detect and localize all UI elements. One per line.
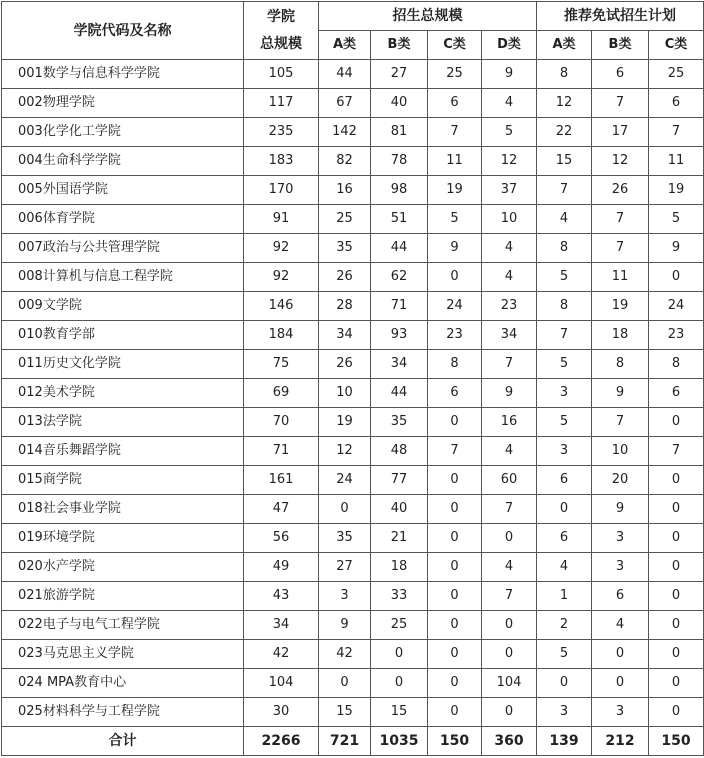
value-cell: 6 <box>649 89 704 118</box>
value-cell: 26 <box>319 263 371 292</box>
totals-cell: 150 <box>649 727 704 756</box>
value-cell: 0 <box>428 640 482 669</box>
value-cell: 0 <box>649 582 704 611</box>
value-cell: 9 <box>592 495 649 524</box>
value-cell: 15 <box>319 698 371 727</box>
value-cell: 9 <box>592 379 649 408</box>
value-cell: 25 <box>319 205 371 234</box>
sub-header-enroll-c: C类 <box>428 31 482 60</box>
value-cell: 7 <box>428 437 482 466</box>
value-cell: 7 <box>482 582 537 611</box>
value-cell: 6 <box>428 89 482 118</box>
total-scale-cell: 184 <box>244 321 319 350</box>
table-row <box>2 553 704 582</box>
value-cell: 5 <box>537 408 592 437</box>
value-cell: 0 <box>482 524 537 553</box>
college-name-cell: 004生命科学学院 <box>2 147 244 176</box>
value-cell: 23 <box>482 292 537 321</box>
value-cell: 0 <box>482 611 537 640</box>
value-cell: 1 <box>537 582 592 611</box>
value-cell: 42 <box>319 640 371 669</box>
value-cell: 67 <box>319 89 371 118</box>
totals-total: 2266 <box>244 727 319 756</box>
value-cell: 60 <box>482 466 537 495</box>
value-cell: 35 <box>319 524 371 553</box>
total-scale-header-line2: 总规模 <box>260 35 302 52</box>
value-cell: 8 <box>428 350 482 379</box>
totals-label: 合计 <box>2 727 244 756</box>
value-cell: 15 <box>537 147 592 176</box>
table-row <box>2 640 704 669</box>
value-cell: 7 <box>592 89 649 118</box>
value-cell: 2 <box>537 611 592 640</box>
value-cell: 10 <box>319 379 371 408</box>
value-cell: 0 <box>649 495 704 524</box>
value-cell: 40 <box>371 89 428 118</box>
sub-header-enroll-d: D类 <box>482 31 537 60</box>
value-cell: 4 <box>482 234 537 263</box>
value-cell: 8 <box>537 234 592 263</box>
total-scale-cell: 104 <box>244 669 319 698</box>
total-scale-cell: 92 <box>244 234 319 263</box>
total-scale-cell: 70 <box>244 408 319 437</box>
college-name-cell: 008计算机与信息工程学院 <box>2 263 244 292</box>
college-name-cell: 018社会事业学院 <box>2 495 244 524</box>
value-cell: 4 <box>482 89 537 118</box>
value-cell: 0 <box>428 669 482 698</box>
value-cell: 5 <box>537 350 592 379</box>
value-cell: 142 <box>319 118 371 147</box>
value-cell: 98 <box>371 176 428 205</box>
college-name-cell: 009文学院 <box>2 292 244 321</box>
value-cell: 3 <box>592 553 649 582</box>
value-cell: 22 <box>537 118 592 147</box>
value-cell: 3 <box>592 698 649 727</box>
value-cell: 44 <box>319 60 371 89</box>
value-cell: 0 <box>649 524 704 553</box>
college-name-cell: 001数学与信息科学学院 <box>2 60 244 89</box>
value-cell: 8 <box>537 292 592 321</box>
value-cell: 19 <box>592 292 649 321</box>
totals-cell: 212 <box>592 727 649 756</box>
value-cell: 0 <box>482 640 537 669</box>
value-cell: 40 <box>371 495 428 524</box>
total-scale-cell: 92 <box>244 263 319 292</box>
value-cell: 21 <box>371 524 428 553</box>
college-name-cell: 015商学院 <box>2 466 244 495</box>
header-row-1 <box>2 2 704 31</box>
value-cell: 19 <box>649 176 704 205</box>
value-cell: 7 <box>649 437 704 466</box>
sub-header-recommend-c: C类 <box>649 31 704 60</box>
value-cell: 3 <box>537 698 592 727</box>
value-cell: 6 <box>592 582 649 611</box>
value-cell: 0 <box>649 466 704 495</box>
value-cell: 4 <box>482 553 537 582</box>
value-cell: 71 <box>371 292 428 321</box>
total-scale-cell: 161 <box>244 466 319 495</box>
value-cell: 6 <box>649 379 704 408</box>
value-cell: 7 <box>482 495 537 524</box>
value-cell: 35 <box>319 234 371 263</box>
totals-cell: 360 <box>482 727 537 756</box>
value-cell: 0 <box>537 669 592 698</box>
value-cell: 19 <box>428 176 482 205</box>
value-cell: 0 <box>482 698 537 727</box>
value-cell: 77 <box>371 466 428 495</box>
value-cell: 19 <box>319 408 371 437</box>
value-cell: 7 <box>537 176 592 205</box>
value-cell: 0 <box>428 408 482 437</box>
college-name-cell: 025材料科学与工程学院 <box>2 698 244 727</box>
value-cell: 9 <box>482 379 537 408</box>
value-cell: 5 <box>649 205 704 234</box>
total-scale-cell: 49 <box>244 553 319 582</box>
table-row <box>2 321 704 350</box>
table-row <box>2 118 704 147</box>
total-scale-cell: 235 <box>244 118 319 147</box>
enroll-group-header: 招生总规模 <box>319 2 537 31</box>
value-cell: 9 <box>649 234 704 263</box>
value-cell: 11 <box>592 263 649 292</box>
college-name-cell: 019环境学院 <box>2 524 244 553</box>
totals-cell: 150 <box>428 727 482 756</box>
value-cell: 8 <box>537 60 592 89</box>
value-cell: 4 <box>482 437 537 466</box>
value-cell: 78 <box>371 147 428 176</box>
value-cell: 3 <box>319 582 371 611</box>
value-cell: 16 <box>482 408 537 437</box>
value-cell: 44 <box>371 234 428 263</box>
value-cell: 7 <box>592 205 649 234</box>
value-cell: 5 <box>537 263 592 292</box>
value-cell: 9 <box>319 611 371 640</box>
value-cell: 51 <box>371 205 428 234</box>
table-row <box>2 524 704 553</box>
college-name-cell: 022电子与电气工程学院 <box>2 611 244 640</box>
value-cell: 0 <box>428 698 482 727</box>
table-row <box>2 466 704 495</box>
value-cell: 3 <box>592 524 649 553</box>
totals-cell: 721 <box>319 727 371 756</box>
table-row <box>2 437 704 466</box>
value-cell: 0 <box>592 640 649 669</box>
total-scale-cell: 105 <box>244 60 319 89</box>
table-row <box>2 582 704 611</box>
value-cell: 3 <box>537 379 592 408</box>
college-name-cell: 003化学化工学院 <box>2 118 244 147</box>
value-cell: 0 <box>649 408 704 437</box>
value-cell: 0 <box>649 669 704 698</box>
table-row <box>2 263 704 292</box>
value-cell: 12 <box>537 89 592 118</box>
value-cell: 12 <box>319 437 371 466</box>
value-cell: 27 <box>371 60 428 89</box>
value-cell: 93 <box>371 321 428 350</box>
value-cell: 7 <box>428 118 482 147</box>
college-name-cell: 021旅游学院 <box>2 582 244 611</box>
totals-row <box>2 727 704 756</box>
value-cell: 27 <box>319 553 371 582</box>
table-row <box>2 89 704 118</box>
table-body <box>2 60 704 727</box>
value-cell: 12 <box>592 147 649 176</box>
value-cell: 0 <box>592 669 649 698</box>
sub-header-enroll-a: A类 <box>319 31 371 60</box>
total-scale-cell: 42 <box>244 640 319 669</box>
table-row <box>2 292 704 321</box>
total-scale-cell: 117 <box>244 89 319 118</box>
value-cell: 4 <box>537 553 592 582</box>
total-scale-cell: 34 <box>244 611 319 640</box>
value-cell: 25 <box>649 60 704 89</box>
total-scale-cell: 170 <box>244 176 319 205</box>
value-cell: 0 <box>371 640 428 669</box>
value-cell: 24 <box>649 292 704 321</box>
table-row <box>2 495 704 524</box>
sub-header-recommend-b: B类 <box>592 31 649 60</box>
value-cell: 23 <box>428 321 482 350</box>
total-scale-header-line1: 学院 <box>267 8 295 25</box>
value-cell: 0 <box>371 669 428 698</box>
value-cell: 28 <box>319 292 371 321</box>
total-scale-cell: 56 <box>244 524 319 553</box>
value-cell: 7 <box>649 118 704 147</box>
value-cell: 20 <box>592 466 649 495</box>
value-cell: 0 <box>649 698 704 727</box>
value-cell: 34 <box>371 350 428 379</box>
value-cell: 0 <box>428 553 482 582</box>
sub-header-recommend-a: A类 <box>537 31 592 60</box>
sub-header-enroll-b: B类 <box>371 31 428 60</box>
value-cell: 0 <box>649 263 704 292</box>
value-cell: 0 <box>428 582 482 611</box>
value-cell: 33 <box>371 582 428 611</box>
table-row <box>2 611 704 640</box>
value-cell: 0 <box>428 524 482 553</box>
college-name-cell: 011历史文化学院 <box>2 350 244 379</box>
value-cell: 4 <box>537 205 592 234</box>
total-scale-cell: 146 <box>244 292 319 321</box>
value-cell: 11 <box>649 147 704 176</box>
value-cell: 0 <box>428 263 482 292</box>
value-cell: 24 <box>428 292 482 321</box>
value-cell: 81 <box>371 118 428 147</box>
value-cell: 4 <box>592 611 649 640</box>
total-scale-cell: 75 <box>244 350 319 379</box>
table-row <box>2 147 704 176</box>
value-cell: 104 <box>482 669 537 698</box>
value-cell: 15 <box>371 698 428 727</box>
value-cell: 8 <box>592 350 649 379</box>
value-cell: 3 <box>537 437 592 466</box>
value-cell: 0 <box>649 611 704 640</box>
value-cell: 0 <box>428 611 482 640</box>
value-cell: 35 <box>371 408 428 437</box>
value-cell: 5 <box>537 640 592 669</box>
total-scale-cell: 69 <box>244 379 319 408</box>
value-cell: 62 <box>371 263 428 292</box>
value-cell: 0 <box>428 495 482 524</box>
value-cell: 8 <box>649 350 704 379</box>
enrollment-table <box>1 1 704 756</box>
value-cell: 25 <box>428 60 482 89</box>
value-cell: 7 <box>592 408 649 437</box>
value-cell: 26 <box>592 176 649 205</box>
table-row <box>2 60 704 89</box>
value-cell: 12 <box>482 147 537 176</box>
value-cell: 25 <box>371 611 428 640</box>
college-name-cell: 005外国语学院 <box>2 176 244 205</box>
value-cell: 24 <box>319 466 371 495</box>
table-row <box>2 176 704 205</box>
table-row <box>2 669 704 698</box>
table-row <box>2 379 704 408</box>
value-cell: 10 <box>592 437 649 466</box>
value-cell: 6 <box>537 524 592 553</box>
total-scale-cell: 91 <box>244 205 319 234</box>
value-cell: 9 <box>482 60 537 89</box>
value-cell: 34 <box>482 321 537 350</box>
value-cell: 5 <box>428 205 482 234</box>
value-cell: 5 <box>482 118 537 147</box>
value-cell: 23 <box>649 321 704 350</box>
value-cell: 6 <box>592 60 649 89</box>
value-cell: 10 <box>482 205 537 234</box>
value-cell: 34 <box>319 321 371 350</box>
value-cell: 16 <box>319 176 371 205</box>
college-name-cell: 024 MPA教育中心 <box>2 669 244 698</box>
value-cell: 44 <box>371 379 428 408</box>
value-cell: 18 <box>592 321 649 350</box>
value-cell: 82 <box>319 147 371 176</box>
value-cell: 26 <box>319 350 371 379</box>
college-name-cell: 002物理学院 <box>2 89 244 118</box>
value-cell: 37 <box>482 176 537 205</box>
value-cell: 4 <box>482 263 537 292</box>
college-name-cell: 006体育学院 <box>2 205 244 234</box>
value-cell: 6 <box>428 379 482 408</box>
value-cell: 18 <box>371 553 428 582</box>
value-cell: 48 <box>371 437 428 466</box>
value-cell: 9 <box>428 234 482 263</box>
totals-cell: 139 <box>537 727 592 756</box>
value-cell: 0 <box>319 669 371 698</box>
value-cell: 0 <box>649 640 704 669</box>
value-cell: 7 <box>592 234 649 263</box>
college-name-cell: 007政治与公共管理学院 <box>2 234 244 263</box>
value-cell: 0 <box>319 495 371 524</box>
college-name-cell: 010教育学部 <box>2 321 244 350</box>
college-name-cell: 020水产学院 <box>2 553 244 582</box>
table-row <box>2 408 704 437</box>
total-scale-cell: 71 <box>244 437 319 466</box>
value-cell: 0 <box>649 553 704 582</box>
table-row <box>2 698 704 727</box>
total-scale-cell: 47 <box>244 495 319 524</box>
college-header: 学院代码及名称 <box>2 2 244 60</box>
table-row <box>2 205 704 234</box>
value-cell: 7 <box>482 350 537 379</box>
total-scale-cell: 183 <box>244 147 319 176</box>
college-name-cell: 023马克思主义学院 <box>2 640 244 669</box>
value-cell: 11 <box>428 147 482 176</box>
value-cell: 7 <box>537 321 592 350</box>
table-row <box>2 234 704 263</box>
value-cell: 0 <box>537 495 592 524</box>
college-name-cell: 012美术学院 <box>2 379 244 408</box>
totals-cell: 1035 <box>371 727 428 756</box>
recommend-group-header: 推荐免试招生计划 <box>537 2 704 31</box>
total-scale-cell: 43 <box>244 582 319 611</box>
college-name-cell: 014音乐舞蹈学院 <box>2 437 244 466</box>
total-scale-header <box>244 2 319 60</box>
value-cell: 6 <box>537 466 592 495</box>
table-row <box>2 350 704 379</box>
college-name-cell: 013法学院 <box>2 408 244 437</box>
total-scale-cell: 30 <box>244 698 319 727</box>
value-cell: 0 <box>428 466 482 495</box>
value-cell: 17 <box>592 118 649 147</box>
